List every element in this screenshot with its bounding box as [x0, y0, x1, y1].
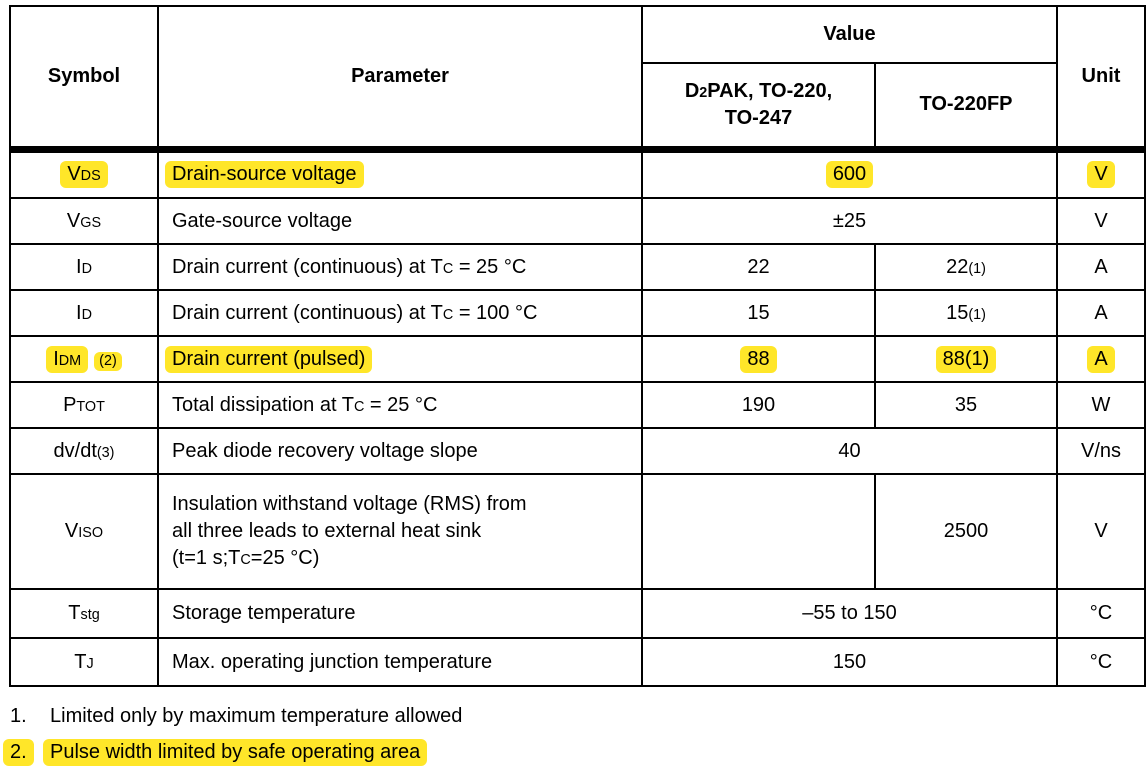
symbol-cell-ptot — [10, 382, 158, 428]
header-row-top — [10, 6, 1145, 63]
unit-cell-idm — [1057, 336, 1145, 382]
symbol-subscript: J — [86, 655, 94, 672]
value-footnote-sup: (1) — [968, 306, 986, 323]
table-row-idm — [10, 336, 1145, 382]
parameter-cell-vds — [158, 149, 642, 198]
parameter-cell-idm — [158, 336, 642, 382]
parameter-cell-vgs — [158, 198, 642, 244]
value-text: 190 — [741, 393, 776, 416]
value-cell-id-25c-fp — [875, 244, 1057, 290]
parameter-subscript: C — [353, 398, 365, 415]
table-header — [10, 6, 1145, 149]
package-label-post: PAK, TO-220, TO-247 — [707, 79, 833, 129]
parameter-cell-id-100c — [158, 290, 642, 336]
symbol-subscript: DM — [58, 352, 82, 369]
unit-text: V — [1087, 161, 1114, 188]
symbol-base: I — [76, 301, 82, 324]
parameter-text: Max. operating junction temperature — [172, 650, 493, 673]
value-cell-tstg — [642, 589, 1057, 638]
symbol-base: V — [64, 520, 79, 542]
value-cell-viso-fp — [875, 474, 1057, 589]
value-text: 40 — [838, 439, 861, 462]
parameter-text-pre: Total dissipation at T — [172, 393, 354, 416]
col-header-d2pak-to220-to247 — [642, 63, 875, 149]
parameter-text: Peak diode recovery voltage slope — [172, 439, 478, 462]
symbol-tstg — [68, 602, 99, 624]
footnote-1 — [10, 705, 1147, 728]
parameter-subscript: C — [240, 552, 251, 568]
symbol-base: dv/dt — [53, 439, 97, 462]
symbol-subscript: D — [81, 260, 92, 277]
symbol-subscript: stg — [80, 607, 100, 623]
value-cell-viso-pkg-empty — [642, 474, 875, 589]
symbol-subscript: D — [81, 306, 92, 323]
footnote-number: 1. — [10, 705, 27, 727]
symbol-id — [76, 256, 92, 278]
footnote-number-text: 2. — [3, 739, 34, 766]
col-header-unit: Unit — [1057, 6, 1145, 149]
parameter-line-1: Insulation withstand voltage (RMS) from — [172, 493, 527, 515]
symbol-cell-viso — [10, 474, 158, 589]
unit-cell-viso — [1057, 474, 1145, 589]
col-header-parameter: Parameter — [158, 6, 642, 149]
parameter-text-post: = 25 °C — [453, 255, 527, 278]
parameter-text-post: = 25 °C — [364, 393, 438, 416]
col-header-to220fp: TO-220FP — [875, 63, 1057, 149]
package-label-pre: D — [684, 79, 700, 102]
footnote-text-inner: Pulse width limited by safe operating area — [43, 739, 427, 766]
symbol-cell-tj — [10, 638, 158, 686]
value-text: 35 — [954, 393, 978, 416]
value-text: 88 — [740, 346, 776, 373]
table-row-id-25c — [10, 244, 1145, 290]
symbol-ptot — [63, 394, 105, 416]
symbol-cell-id-25c — [10, 244, 158, 290]
symbol-footnote-sup: (2) — [94, 352, 122, 371]
value-text: 2500 — [943, 520, 989, 542]
value-cell-ptot-fp — [875, 382, 1057, 428]
table-row-ptot — [10, 382, 1145, 428]
symbol-base: T — [74, 650, 87, 673]
value-text: ±25 — [832, 209, 867, 232]
unit-text: V/ns — [1080, 439, 1122, 462]
parameter-subscript: C — [442, 260, 454, 277]
unit-cell-vds — [1057, 149, 1145, 198]
absolute-maximum-ratings-table — [9, 5, 1146, 687]
parameter-cell-dvdt — [158, 428, 642, 474]
value-cell-tj — [642, 638, 1057, 686]
symbol-subscript: DS — [80, 168, 101, 185]
symbol-cell-vds — [10, 149, 158, 198]
parameter-text-pre: Drain current (continuous) at T — [172, 301, 443, 324]
table-row-vgs — [10, 198, 1145, 244]
unit-text: W — [1091, 393, 1111, 416]
value-text: 600 — [826, 161, 873, 188]
value-text: 15 — [946, 301, 969, 324]
symbol-vds — [60, 161, 107, 188]
value-text: 88(1) — [936, 346, 997, 373]
symbol-tj — [74, 651, 93, 673]
unit-cell-dvdt — [1057, 428, 1145, 474]
parameter-cell-id-25c — [158, 244, 642, 290]
value-cell-idm-pkg — [642, 336, 875, 382]
table-row-viso — [10, 474, 1145, 589]
symbol-cell-tstg — [10, 589, 158, 638]
table-body — [10, 149, 1145, 686]
unit-cell-tj — [1057, 638, 1145, 686]
unit-text: V — [1094, 209, 1108, 232]
parameter-text: Storage temperature — [172, 602, 356, 624]
value-cell-idm-fp — [875, 336, 1057, 382]
parameter-text-pre: Drain current (continuous) at T — [172, 255, 443, 278]
unit-cell-id-25c — [1057, 244, 1145, 290]
value-cell-id-100c-fp — [875, 290, 1057, 336]
parameter-cell-tj — [158, 638, 642, 686]
value-cell-vgs — [642, 198, 1057, 244]
parameter-subscript: C — [442, 306, 454, 323]
symbol-subscript: ISO — [78, 525, 104, 541]
col-header-symbol: Symbol — [10, 6, 158, 149]
parameter-text-post: =25 °C) — [250, 547, 320, 569]
symbol-footnote-sup: (3) — [96, 444, 115, 461]
unit-text: °C — [1089, 602, 1113, 624]
unit-text: A — [1094, 255, 1108, 278]
symbol-dvdt — [54, 440, 115, 462]
parameter-cell-viso — [158, 474, 642, 589]
unit-cell-id-100c — [1057, 290, 1145, 336]
footnote-text — [50, 741, 427, 764]
symbol-base: I — [76, 255, 82, 278]
value-cell-id-25c-pkg — [642, 244, 875, 290]
unit-cell-ptot — [1057, 382, 1145, 428]
table-row-vds — [10, 149, 1145, 198]
footnote-2 — [10, 741, 1147, 764]
symbol-base: V — [67, 163, 81, 186]
symbol-base: V — [66, 209, 81, 232]
symbol-base: P — [63, 393, 77, 416]
col-header-value: Value — [642, 6, 1057, 63]
symbol-cell-idm — [10, 336, 158, 382]
value-text: 22 — [946, 255, 969, 278]
symbol-cell-id-100c — [10, 290, 158, 336]
value-cell-id-100c-pkg — [642, 290, 875, 336]
package-label-sup: 2 — [699, 84, 708, 101]
symbol-viso — [65, 520, 103, 542]
table-row-tj — [10, 638, 1145, 686]
value-cell-ptot-pkg — [642, 382, 875, 428]
symbol-subscript: TOT — [76, 398, 105, 415]
parameter-cell-ptot — [158, 382, 642, 428]
symbol-cell-vgs — [10, 198, 158, 244]
unit-text: A — [1087, 346, 1114, 373]
value-cell-vds — [642, 149, 1057, 198]
parameter-line-3 — [172, 545, 635, 572]
symbol-cell-dvdt — [10, 428, 158, 474]
parameter-text-post: = 100 °C — [453, 301, 538, 324]
footnote-text: Limited only by maximum temperature allowed — [50, 705, 463, 727]
symbol-base: I — [53, 347, 59, 370]
value-text: 150 — [832, 650, 867, 673]
parameter-text-pre: (t=1 s;T — [172, 547, 241, 569]
unit-text: °C — [1089, 650, 1113, 673]
value-footnote-sup: (1) — [968, 260, 986, 277]
symbol-base: T — [68, 602, 81, 624]
value-text: –55 to 150 — [802, 602, 897, 624]
parameter-text: Gate-source voltage — [172, 209, 353, 232]
table-row-id-100c — [10, 290, 1145, 336]
symbol-subscript: GS — [80, 214, 102, 231]
unit-text: V — [1094, 520, 1108, 542]
footnotes — [10, 705, 1147, 764]
unit-cell-vgs — [1057, 198, 1145, 244]
table-row-dvdt — [10, 428, 1145, 474]
parameter-text: Drain current (pulsed) — [165, 346, 372, 373]
parameter-line-2: all three leads to external heat sink — [172, 520, 482, 542]
parameter-text: Drain-source voltage — [165, 161, 364, 188]
unit-text: A — [1094, 301, 1108, 324]
symbol-vgs — [67, 210, 101, 232]
value-text: 22 — [747, 255, 770, 278]
symbol-idm — [46, 346, 88, 373]
unit-cell-tstg — [1057, 589, 1145, 638]
value-text: 15 — [747, 301, 770, 324]
parameter-cell-tstg — [158, 589, 642, 638]
package-group-label — [670, 78, 848, 132]
table-row-tstg — [10, 589, 1145, 638]
symbol-id — [76, 302, 92, 324]
value-cell-dvdt — [642, 428, 1057, 474]
